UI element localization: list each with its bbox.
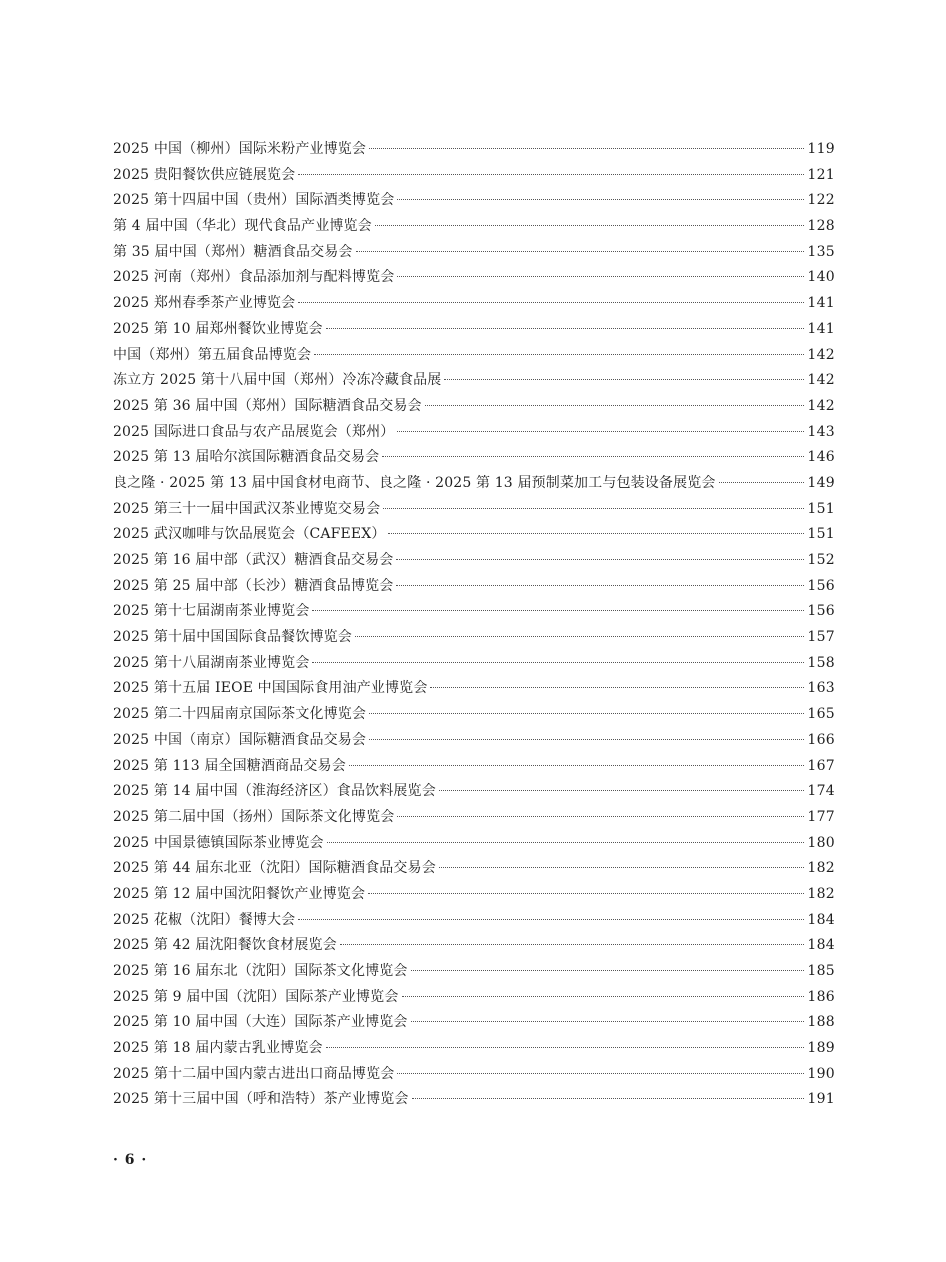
toc-entry	[113, 291, 835, 317]
dot-leader	[375, 225, 805, 226]
dot-leader	[439, 790, 805, 791]
toc-entry-title: 2025 国际进口食品与农产品展览会（郑州）	[113, 423, 395, 440]
toc-entry-title: 2025 第 16 届东北（沈阳）国际茶文化博览会	[113, 963, 408, 979]
toc-entry-title: 2025 第十届中国国际食品餐饮博览会	[113, 629, 352, 646]
dot-leader	[298, 302, 804, 303]
toc-entry	[113, 163, 835, 189]
toc-entry-title: 2025 第 13 届哈尔滨国际糖酒食品交易会	[113, 449, 380, 466]
toc-entry-page-number: 141	[807, 320, 835, 337]
table-of-contents	[113, 137, 835, 1113]
toc-entry-page-number: 143	[807, 423, 835, 440]
dot-leader	[444, 379, 804, 380]
dot-leader	[368, 893, 804, 894]
toc-entry-page-number: 166	[807, 731, 835, 748]
toc-entry	[113, 1087, 835, 1113]
toc-entry-page-number: 191	[807, 1091, 835, 1108]
toc-entry	[113, 856, 835, 882]
toc-entry-page-number: 119	[807, 141, 835, 157]
toc-entry-title: 2025 第 113 届全国糖酒商品交易会	[113, 757, 346, 774]
toc-entry-page-number: 151	[807, 500, 835, 517]
toc-entry-title: 2025 中国景德镇国际茶业博览会	[113, 834, 324, 851]
dot-leader	[314, 354, 804, 355]
toc-entry-title: 2025 第二届中国（扬州）国际茶文化博览会	[113, 808, 395, 825]
toc-entry-title: 2025 第十二届中国内蒙古进出口商品博览会	[113, 1065, 395, 1082]
toc-entry	[113, 214, 835, 240]
dot-leader	[369, 713, 804, 714]
toc-entry	[113, 394, 835, 420]
dot-leader	[396, 585, 804, 586]
toc-entry	[113, 805, 835, 831]
toc-entry-page-number: 135	[807, 243, 835, 260]
toc-entry-page-number: 142	[807, 372, 835, 389]
toc-entry-page-number: 182	[807, 860, 835, 877]
dot-leader	[326, 1047, 805, 1048]
dot-leader	[356, 251, 805, 252]
toc-entry-title: 2025 第 42 届沈阳餐饮食材展览会	[113, 937, 337, 954]
toc-entry-page-number: 188	[807, 1014, 835, 1031]
toc-entry-page-number: 182	[807, 885, 835, 902]
dot-leader	[397, 199, 804, 200]
toc-entry-title: 2025 中国（南京）国际糖酒食品交易会	[113, 731, 367, 748]
toc-entry	[113, 343, 835, 369]
toc-entry-title: 2025 第 44 届东北亚（沈阳）国际糖酒食品交易会	[113, 860, 436, 877]
toc-entry	[113, 420, 835, 446]
toc-entry-page-number: 163	[807, 680, 835, 697]
toc-entry	[113, 625, 835, 651]
toc-entry-page-number: 157	[807, 629, 835, 646]
toc-entry-title: 冻立方 2025 第十八届中国（郑州）冷冻冷藏食品展	[113, 372, 442, 389]
toc-entry-page-number: 152	[807, 552, 835, 568]
toc-entry-page-number: 122	[807, 192, 835, 209]
toc-entry-title: 2025 第二十四届南京国际茶文化博览会	[113, 706, 367, 723]
toc-entry-title: 2025 第十八届湖南茶业博览会	[113, 654, 310, 671]
toc-entry	[113, 831, 835, 857]
dot-leader	[412, 1098, 805, 1099]
toc-entry	[113, 445, 835, 471]
dot-leader	[312, 610, 804, 611]
toc-entry	[113, 728, 835, 754]
toc-entry-title: 2025 第十七届湖南茶业博览会	[113, 603, 310, 620]
toc-entry-title: 第 4 届中国（华北）现代食品产业博览会	[113, 218, 372, 235]
toc-entry	[113, 676, 835, 702]
dot-leader	[411, 1021, 805, 1022]
dot-leader	[369, 148, 804, 149]
dot-leader	[340, 944, 805, 945]
toc-entry	[113, 1010, 835, 1036]
dot-leader	[382, 456, 804, 457]
toc-entry	[113, 497, 835, 523]
toc-entry-page-number: 185	[807, 963, 835, 979]
toc-entry-page-number: 184	[807, 937, 835, 954]
toc-entry-title: 2025 花椒（沈阳）餐博大会	[113, 911, 296, 928]
toc-entry	[113, 959, 835, 985]
dot-leader	[396, 559, 804, 560]
toc-entry-page-number: 121	[807, 166, 835, 183]
toc-entry	[113, 882, 835, 908]
toc-entry-page-number: 190	[807, 1065, 835, 1082]
toc-entry-page-number: 174	[807, 783, 835, 800]
toc-entry-title: 2025 贵阳餐饮供应链展览会	[113, 166, 296, 183]
toc-entry	[113, 702, 835, 728]
toc-entry-title: 2025 第十四届中国（贵州）国际酒类博览会	[113, 192, 395, 209]
toc-entry-title: 2025 第十五届 IEOE 中国国际食用油产业博览会	[113, 680, 428, 697]
dot-leader	[397, 1073, 804, 1074]
toc-entry-title: 2025 第十三届中国（呼和浩特）茶产业博览会	[113, 1091, 409, 1108]
toc-entry-page-number: 141	[807, 295, 835, 312]
toc-entry	[113, 754, 835, 780]
dot-leader	[298, 174, 804, 175]
toc-entry-title: 2025 第 14 届中国（淮海经济区）食品饮料展览会	[113, 783, 436, 800]
toc-entry-title: 2025 河南（郑州）食品添加剂与配料博览会	[113, 269, 395, 286]
toc-entry-page-number: 151	[807, 526, 835, 543]
dot-leader	[388, 533, 804, 534]
dot-leader	[312, 662, 804, 663]
toc-entry-page-number: 167	[807, 757, 835, 774]
dot-leader	[402, 996, 805, 997]
toc-entry-title: 2025 第 10 届郑州餐饮业博览会	[113, 320, 323, 337]
toc-entry	[113, 265, 835, 291]
toc-entry	[113, 548, 835, 574]
dot-leader	[397, 431, 804, 432]
toc-entry	[113, 188, 835, 214]
toc-entry	[113, 599, 835, 625]
dot-leader	[397, 816, 804, 817]
toc-entry-title: 2025 中国（柳州）国际米粉产业博览会	[113, 141, 367, 157]
toc-entry	[113, 651, 835, 677]
toc-entry	[113, 1036, 835, 1062]
toc-entry-page-number: 165	[807, 706, 835, 723]
toc-entry-page-number: 128	[807, 218, 835, 235]
toc-entry-page-number: 149	[807, 474, 835, 491]
toc-entry-page-number: 142	[807, 346, 835, 363]
toc-entry	[113, 1062, 835, 1088]
dot-leader	[298, 919, 804, 920]
toc-entry	[113, 368, 835, 394]
toc-entry	[113, 522, 835, 548]
page-number: · 6 ·	[113, 1152, 148, 1168]
dot-leader	[430, 687, 804, 688]
toc-entry-page-number: 184	[807, 911, 835, 928]
toc-entry	[113, 933, 835, 959]
toc-entry-title: 2025 第 18 届内蒙古乳业博览会	[113, 1040, 323, 1057]
dot-leader	[355, 636, 804, 637]
toc-entry-title: 2025 郑州春季茶产业博览会	[113, 295, 296, 312]
dot-leader	[719, 482, 805, 483]
toc-entry-page-number: 140	[807, 269, 835, 286]
dot-leader	[397, 276, 804, 277]
toc-entry-title: 2025 第 9 届中国（沈阳）国际茶产业博览会	[113, 988, 399, 1005]
toc-entry	[113, 985, 835, 1011]
dot-leader	[369, 739, 804, 740]
dot-leader	[326, 328, 805, 329]
dot-leader	[411, 970, 805, 971]
toc-entry-title: 2025 第 16 届中部（武汉）糖酒食品交易会	[113, 552, 394, 568]
toc-entry-page-number: 180	[807, 834, 835, 851]
toc-entry-title: 2025 第 10 届中国（大连）国际茶产业博览会	[113, 1014, 408, 1031]
toc-entry	[113, 317, 835, 343]
dot-leader	[349, 765, 805, 766]
toc-entry-title: 2025 第 25 届中部（长沙）糖酒食品博览会	[113, 577, 394, 594]
toc-entry	[113, 471, 835, 497]
toc-entry-title: 2025 第 12 届中国沈阳餐饮产业博览会	[113, 885, 366, 902]
dot-leader	[425, 405, 805, 406]
toc-entry-title: 良之隆 · 2025 第 13 届中国食材电商节、良之隆 · 2025 第 13 届预制菜加工与包装设备展览会	[113, 474, 716, 491]
toc-entry	[113, 240, 835, 266]
toc-entry-page-number: 146	[807, 449, 835, 466]
toc-entry-title: 2025 武汉咖啡与饮品展览会（CAFEEX）	[113, 526, 386, 543]
toc-entry-page-number: 142	[807, 397, 835, 414]
toc-entry-page-number: 156	[807, 603, 835, 620]
toc-entry-page-number: 177	[807, 808, 835, 825]
toc-entry-page-number: 158	[807, 654, 835, 671]
toc-entry-title: 2025 第 36 届中国（郑州）国际糖酒食品交易会	[113, 397, 422, 414]
toc-entry-title: 中国（郑州）第五届食品博览会	[113, 346, 312, 363]
toc-entry	[113, 574, 835, 600]
toc-entry	[113, 779, 835, 805]
toc-entry-page-number: 189	[807, 1040, 835, 1057]
toc-entry	[113, 137, 835, 163]
toc-entry-page-number: 186	[807, 988, 835, 1005]
dot-leader	[383, 508, 804, 509]
dot-leader	[327, 842, 805, 843]
toc-entry-title: 2025 第三十一届中国武汉茶业博览交易会	[113, 500, 381, 517]
toc-entry-page-number: 156	[807, 577, 835, 594]
toc-entry-title: 第 35 届中国（郑州）糖酒食品交易会	[113, 243, 353, 260]
toc-entry	[113, 908, 835, 934]
dot-leader	[439, 867, 805, 868]
